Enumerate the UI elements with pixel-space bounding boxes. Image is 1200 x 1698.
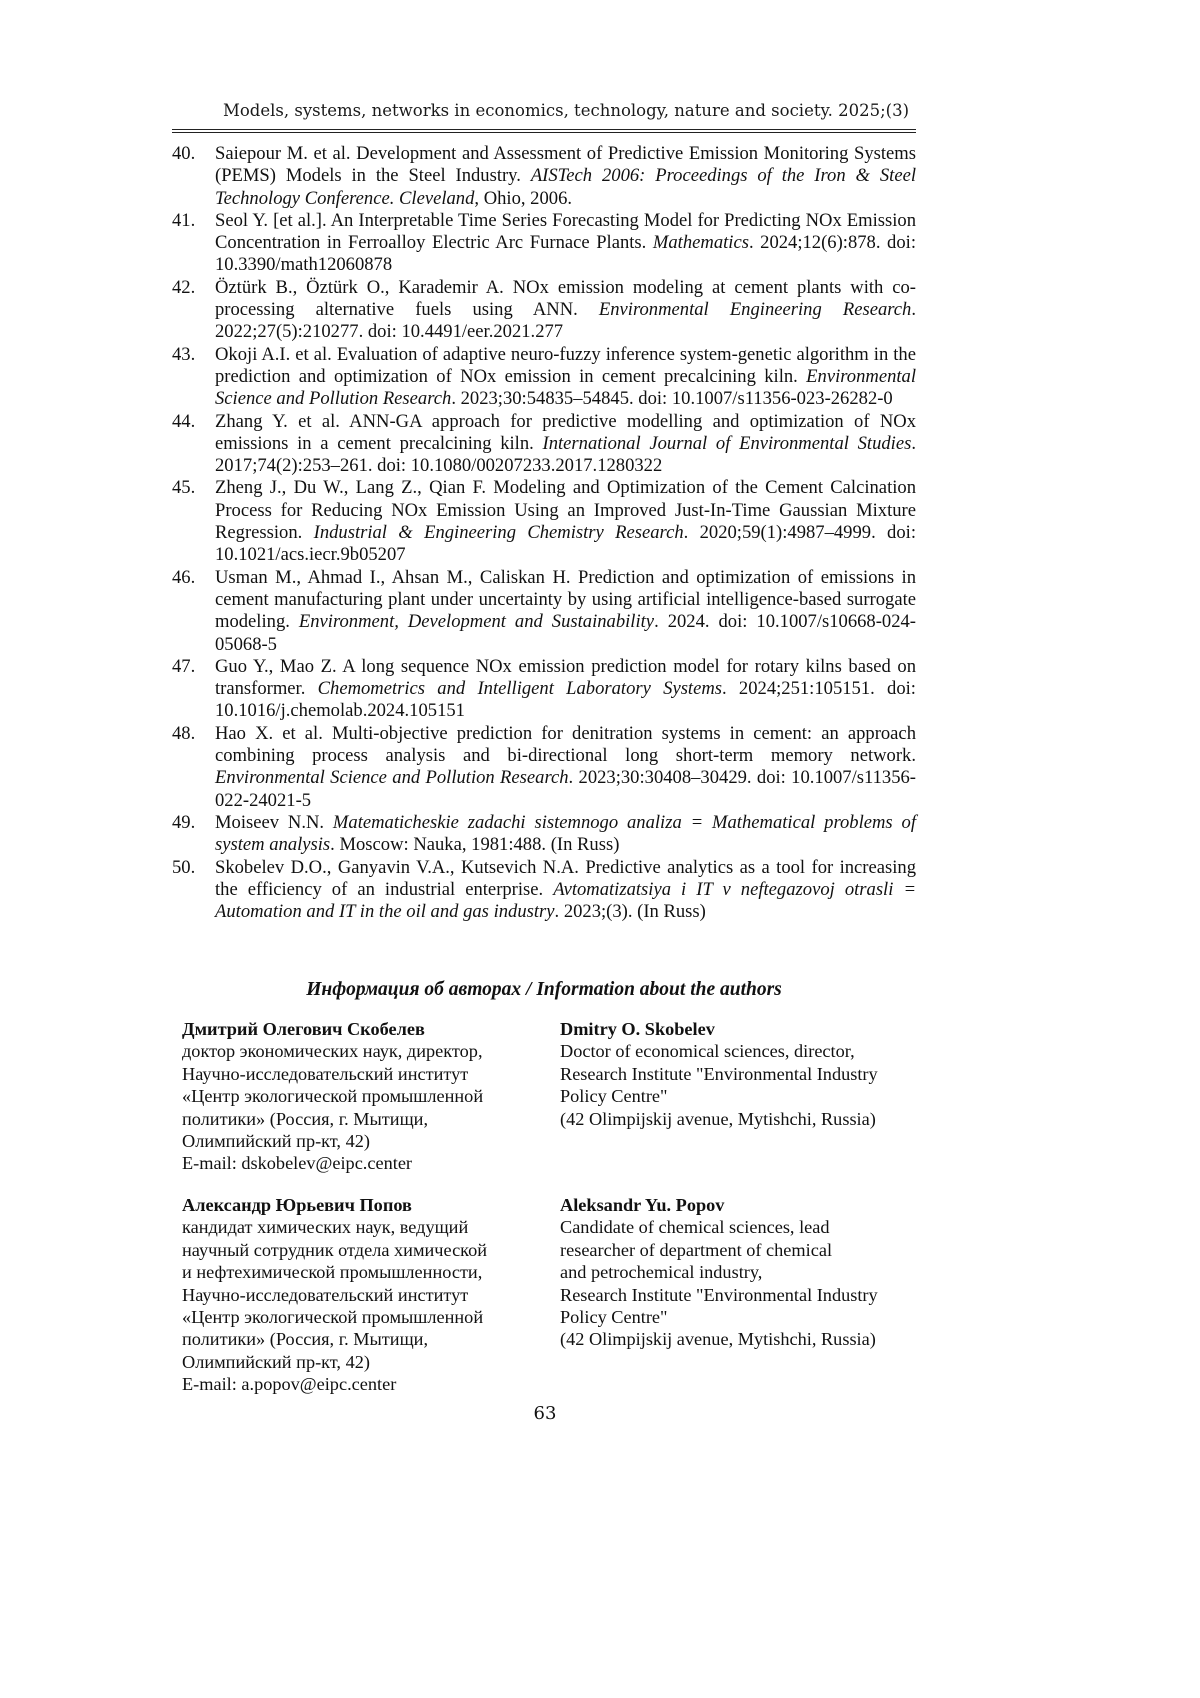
reference-source: Chemometrics and Intelligent Laboratory Systems [317,678,723,700]
reference-item [172,723,916,812]
author-email: E-mail: dskobelev@eipc.center [182,1153,413,1174]
reference-number: 45. [172,477,196,499]
author-line: (42 Olimpijskij avenue, Mytishchi, Russia) [560,1329,876,1350]
reference-source: Industrial & Engineering Chemistry Research [313,522,684,544]
page-number: 63 [533,1403,557,1424]
reference-text: Okoji A.I. et al. Evaluation of adaptive neuro-fuzzy inference system-genetic algorithm in the prediction and optimization of NOx emission in cement precalcining kiln. Environmental Science and Pollution Research. 2023;30:54835–54845. doi: 10.1007/s11356-023-26282-0 [215,343,916,410]
reference-text: Usman M., Ahmad I., Ahsan M., Caliskan H. Prediction and optimization of emissions in cement manufacturing plant under uncertainty by using artificial intelligence-based surrogate modeling. Environment, Development and Sustainability. 2024. doi: 10.1007/s10668-024-05068-5 [215,566,916,655]
author-line: и нефтехимической промышленности, [182,1262,483,1283]
reference-item [172,411,916,478]
author-info-english [560,1194,930,1351]
reference-item [172,344,916,411]
author-info-russian [182,1018,542,1175]
reference-item [172,143,916,210]
reference-text: Seol Y. [et al.]. An Interpretable Time Series Forecasting Model for Predicting NOx Emission Concentration in Ferroalloy Electric Arc Furnace Plants. Mathematics. 2024;12(6):878. doi: 10.3390/math12060878 [215,209,916,276]
author-name-en: Dmitry O. Skobelev [560,1019,715,1039]
author-line: Policy Centre" [560,1086,668,1107]
author-line: and petrochemical industry, [560,1262,763,1283]
author-line: научный сотрудник отдела химической [182,1239,488,1260]
author-line: доктор экономических наук, директор, [182,1041,483,1062]
reference-number: 44. [172,410,196,432]
author-line: (42 Olimpijskij avenue, Mytishchi, Russia) [560,1108,876,1129]
reference-number: 50. [172,856,196,878]
authors-section-title: Информация об авторах / Information about the authors [306,979,782,1000]
author-line: «Центр экологической промышленной [182,1307,484,1328]
author-line: Научно-исследовательский институт [182,1063,469,1084]
author-email: E-mail: a.popov@eipc.center [182,1374,397,1395]
author-line: «Центр экологической промышленной [182,1086,484,1107]
reference-number: 41. [172,209,196,231]
author-line: Научно-исследовательский институт [182,1284,469,1305]
reference-item [172,567,916,656]
author-line: Олимпийский пр-кт, 42) [182,1131,370,1152]
author-name-ru: Александр Юрьевич Попов [182,1195,412,1215]
author-line: Doctor of economical sciences, director, [560,1041,855,1062]
reference-item [172,477,916,566]
reference-number: 40. [172,143,196,164]
reference-source: Environmental Science and Pollution Research [215,365,916,410]
reference-item [172,857,916,924]
author-line: кандидат химических наук, ведущий [182,1217,469,1238]
reference-source: AISTech 2006: Proceedings of the Iron & Steel Technology Conference. Cleveland [215,165,917,209]
reference-source: Mathematics [652,232,749,254]
author-line: Policy Centre" [560,1307,668,1328]
reference-source: Environmental Science and Pollution Research [215,767,569,789]
reference-source: Environmental Engineering Research [598,299,912,321]
reference-text: Zheng J., Du W., Lang Z., Qian F. Modeling and Optimization of the Cement Calcination Process for Reducing NOx Emission Using an Improved Just-In-Time Gaussian Mixture Regression. Industrial & Engineering Chemistry Research. 2020;59(1):4987–4999. doi: 10.1021/acs.iecr.9b05207 [215,477,916,566]
author-line: researcher of department of chemical [560,1239,833,1260]
reference-number: 46. [172,566,196,588]
header-rule-top [172,129,916,130]
reference-source: International Journal of Environmental Studies [542,432,912,454]
reference-text: Guo Y., Mao Z. A long sequence NOx emission prediction model for rotary kilns based on transformer. Chemometrics and Intelligent Laboratory Systems. 2024;251:105151. doi: 10.1016/j.chemolab.2024.105151 [215,655,916,722]
reference-source: Avtomatizatsiya i IT v neftegazovoj otrasli = Automation and IT in the oil and gas industry [215,878,916,923]
reference-item [172,656,916,723]
author-info-russian [182,1194,542,1396]
reference-number: 47. [172,655,196,677]
reference-source: Environment, Development and Sustainability [298,611,655,633]
author-line: Research Institute "Environmental Industry [560,1284,878,1305]
reference-text: Hao X. et al. Multi-objective prediction for denitration systems in cement: an approach combining process analysis and bi-directional long short-term memory network. Environmental Science and Pollution Research. 2023;30:30408–30429. doi: 10.1007/s11356-022-24021-5 [215,722,916,811]
author-line: политики» (Россия, г. Мытищи, [182,1329,429,1350]
reference-number: 48. [172,722,196,744]
reference-number: 43. [172,343,196,365]
author-name-ru: Дмитрий Олегович Скобелев [182,1019,425,1039]
reference-text: Moiseev N.N. Matematicheskie zadachi sistemnogo analiza = Mathematical problems of system analysis. Moscow: Nauka, 1981:488. (In Russ) [215,811,916,856]
reference-number: 42. [172,276,196,298]
running-header: Models, systems, networks in economics, technology, nature and society. 2025;(3) [222,101,910,120]
reference-text: Saiepour M. et al. Development and Assessment of Predictive Emission Monitoring Systems (PEMS) Models in the Steel Industry. AISTech 2006: Proceedings of the Iron & Steel Technology Conference. Cleveland, Ohio, 2006. [215,143,917,209]
reference-text: Zhang Y. et al. ANN-GA approach for predictive modelling and optimization of NOx emissions in a cement precalcining kiln. International Journal of Environmental Studies. 2017;74(2):253–261. doi: 10.1080/00207233.2017.1280322 [215,410,916,477]
reference-text: Öztürk B., Öztürk O., Karademir A. NOx emission modeling at cement plants with co-processing alternative fuels using ANN. Environmental Engineering Research. 2022;27(5):210277. doi: 10.4491/eer.2021.277 [215,276,916,343]
author-line: Research Institute "Environmental Industry [560,1063,878,1084]
reference-number: 49. [172,811,196,833]
reference-source: Matematicheskie zadachi sistemnogo analiza = Mathematical problems of system analysis [215,811,916,856]
author-name-en: Aleksandr Yu. Popov [560,1195,725,1215]
author-line: политики» (Россия, г. Мытищи, [182,1108,429,1129]
reference-item [172,210,916,277]
author-line: Олимпийский пр-кт, 42) [182,1351,370,1372]
reference-item [172,812,916,857]
author-line: Candidate of chemical sciences, lead [560,1217,830,1238]
header-rule-bottom [172,132,916,133]
author-info-english [560,1018,930,1130]
reference-text: Skobelev D.O., Ganyavin V.A., Kutsevich N.A. Predictive analytics as a tool for increasing the efficiency of an industrial enterprise. Avtomatizatsiya i IT v neftegazovoj otrasli = Automation and IT in the oil and gas industry. 2023;(3). (In Russ) [215,856,916,923]
reference-item [172,277,916,344]
reference-list [172,143,916,923]
